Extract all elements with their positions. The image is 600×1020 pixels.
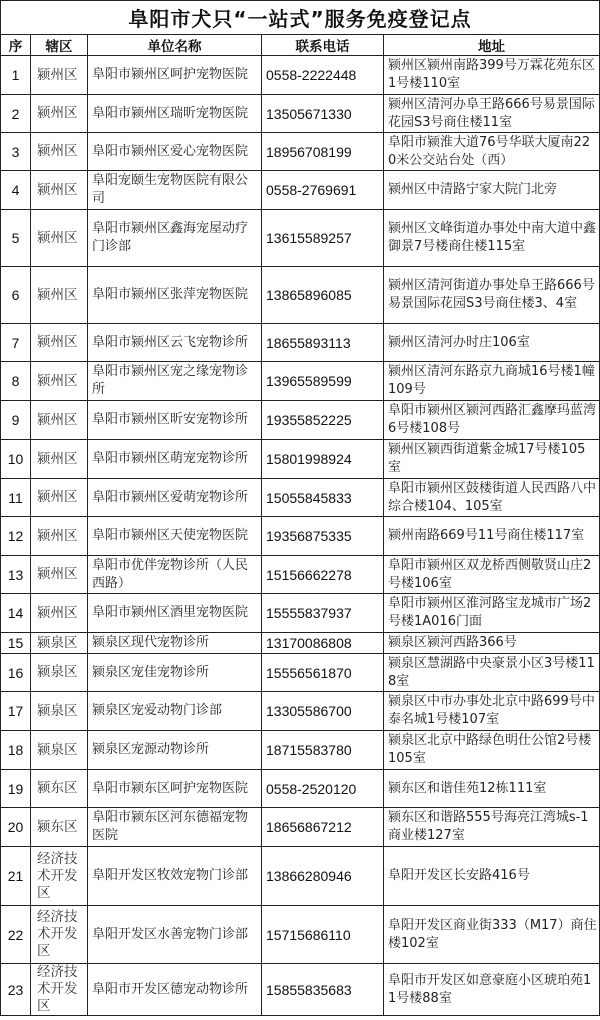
clinic-name-cell: 阜阳市颍州区爱心宠物医院 [88, 133, 262, 171]
district-cell: 颍州区 [31, 594, 88, 633]
address-cell: 颍州南路669号11号商住楼117室 [384, 517, 600, 556]
address-cell: 颍州区文峰街道办事处中南大道中鑫御景7号楼商住楼115室 [384, 210, 600, 267]
address-cell: 颍泉区颍河西路366号 [384, 633, 600, 654]
district-cell: 颍州区 [31, 171, 88, 210]
clinic-name-cell: 阜阳市优伴宠物诊所（人民西路） [88, 556, 262, 594]
clinic-name-cell: 阜阳市颍州区酒里宠物医院 [88, 594, 262, 633]
row-number: 14 [1, 594, 31, 633]
clinic-name-cell: 颍泉区现代宠物诊所 [88, 633, 262, 654]
row-number: 18 [1, 731, 31, 770]
address-cell: 颍州区中清路宁家大院门北旁 [384, 171, 600, 210]
row-number: 21 [1, 847, 31, 906]
table-row [1, 133, 600, 171]
phone-cell: 19355852225 [262, 401, 384, 440]
district-cell: 经济技术开发区 [31, 964, 88, 1016]
address-cell: 颍州区清河东路京九商城16号楼1幢109号 [384, 362, 600, 401]
phone-cell: 13170086808 [262, 633, 384, 654]
phone-cell: 13865896085 [262, 267, 384, 324]
table-row [1, 440, 600, 479]
table-row [1, 324, 600, 362]
address-cell: 颍州区清河街道办事处阜王路666号易景国际花园S3号商住楼3、4室 [384, 267, 600, 324]
phone-cell: 15156662278 [262, 556, 384, 594]
row-number: 1 [1, 56, 31, 95]
table-row [1, 731, 600, 770]
clinic-name-cell: 阜阳市颍州区瑞昕宠物医院 [88, 95, 262, 133]
table-row [1, 692, 600, 731]
address-cell: 颍东区和谐路555号海亮江湾城s-1商业楼127室 [384, 808, 600, 847]
row-number: 23 [1, 964, 31, 1016]
district-cell: 颍州区 [31, 133, 88, 171]
clinic-name-cell: 阜阳宠颐生宠物医院有限公司 [88, 171, 262, 210]
address-cell: 阜阳市开发区如意豪庭小区琥珀苑11号楼88室 [384, 964, 600, 1016]
row-number: 13 [1, 556, 31, 594]
row-number: 22 [1, 906, 31, 964]
clinic-name-cell: 颍泉区宠爱动物门诊部 [88, 692, 262, 731]
phone-cell: 18715583780 [262, 731, 384, 770]
clinic-name-cell: 阜阳市颍州区萌宠宠物诊所 [88, 440, 262, 479]
phone-cell: 13505671330 [262, 95, 384, 133]
table-row [1, 267, 600, 324]
table-row [1, 95, 600, 133]
table-row [1, 171, 600, 210]
phone-cell: 15715686110 [262, 906, 384, 964]
clinic-name-cell: 阜阳市颍州区爱萌宠物诊所 [88, 479, 262, 517]
phone-cell: 18656867212 [262, 808, 384, 847]
clinic-name-cell: 阜阳市颍州区张萍宠物医院 [88, 267, 262, 324]
row-number: 9 [1, 401, 31, 440]
address-cell: 阜阳开发区长安路416号 [384, 847, 600, 906]
address-cell: 阜阳市颍州区双龙桥西侧敬贤山庄2号楼106室 [384, 556, 600, 594]
row-number: 17 [1, 692, 31, 731]
clinic-name-cell: 阜阳市颍州区呵护宠物医院 [88, 56, 262, 95]
address-cell: 颍东区和谐佳苑12栋111室 [384, 770, 600, 808]
table-row [1, 906, 600, 964]
column-header-address: 地址 [384, 35, 600, 56]
table-row [1, 556, 600, 594]
clinic-name-cell: 阜阳市颍州区昕安宠物诊所 [88, 401, 262, 440]
address-cell: 颍州区清河办阜王路666号易景国际花园S3号商住楼11室 [384, 95, 600, 133]
clinic-name-cell: 颍泉区宠佳宠物诊所 [88, 654, 262, 692]
district-cell: 颍州区 [31, 324, 88, 362]
phone-cell: 15556561870 [262, 654, 384, 692]
table-row [1, 401, 600, 440]
table-row [1, 479, 600, 517]
column-header-phone: 联系电话 [262, 35, 384, 56]
district-cell: 颍州区 [31, 95, 88, 133]
district-cell: 颍州区 [31, 479, 88, 517]
district-cell: 颍州区 [31, 556, 88, 594]
clinic-name-cell: 阜阳市颍东区呵护宠物医院 [88, 770, 262, 808]
table-row [1, 517, 600, 556]
phone-cell: 15855835683 [262, 964, 384, 1016]
table-row [1, 594, 600, 633]
phone-cell: 0558-2222448 [262, 56, 384, 95]
row-number: 8 [1, 362, 31, 401]
column-header-district: 辖区 [31, 35, 88, 56]
district-cell: 颍泉区 [31, 654, 88, 692]
district-cell: 颍泉区 [31, 692, 88, 731]
table-row [1, 633, 600, 654]
district-cell: 颍州区 [31, 267, 88, 324]
row-number: 10 [1, 440, 31, 479]
phone-cell: 15555837937 [262, 594, 384, 633]
address-cell: 阜阳市颍州区鼓楼街道人民西路八中综合楼104、105室 [384, 479, 600, 517]
table-row [1, 56, 600, 95]
row-number: 19 [1, 770, 31, 808]
phone-cell: 13965589599 [262, 362, 384, 401]
address-cell: 阜阳市颍淮大道76号华联大厦南220米公交站台处（西） [384, 133, 600, 171]
phone-cell: 0558-2769691 [262, 171, 384, 210]
clinic-name-cell: 阜阳市颍州区天使宠物医院 [88, 517, 262, 556]
clinic-name-cell: 阜阳市开发区德宠动物诊所 [88, 964, 262, 1016]
address-cell: 颍州区颍州南路399号万霖花苑东区1号楼110室 [384, 56, 600, 95]
clinic-name-cell: 阜阳市颍州区鑫海宠屋动疗门诊部 [88, 210, 262, 267]
district-cell: 经济技术开发区 [31, 847, 88, 906]
column-header-name: 单位名称 [88, 35, 262, 56]
page-title: 阜阳市犬只“一站式”服务免疫登记点 [1, 1, 600, 35]
district-cell: 颍州区 [31, 210, 88, 267]
row-number: 3 [1, 133, 31, 171]
district-cell: 颍州区 [31, 362, 88, 401]
title-row [1, 1, 600, 35]
phone-cell: 18655893113 [262, 324, 384, 362]
row-number: 20 [1, 808, 31, 847]
phone-cell: 19356875335 [262, 517, 384, 556]
phone-cell: 13615589257 [262, 210, 384, 267]
header-row [1, 35, 600, 56]
district-cell: 颍州区 [31, 56, 88, 95]
table-row [1, 808, 600, 847]
address-cell: 阜阳市颍州区淮河路宝龙城市广场2号楼1A016门面 [384, 594, 600, 633]
district-cell: 颍东区 [31, 770, 88, 808]
clinic-name-cell: 阜阳市颍州区云飞宠物诊所 [88, 324, 262, 362]
table-row [1, 847, 600, 906]
row-number: 5 [1, 210, 31, 267]
address-cell: 颍泉区北京中路绿色明仕公馆2号楼105室 [384, 731, 600, 770]
district-cell: 颍州区 [31, 401, 88, 440]
table-row [1, 964, 600, 1016]
phone-cell: 15801998924 [262, 440, 384, 479]
row-number: 11 [1, 479, 31, 517]
clinic-name-cell: 阜阳开发区水善宠物门诊部 [88, 906, 262, 964]
phone-cell: 18956708199 [262, 133, 384, 171]
row-number: 7 [1, 324, 31, 362]
table-row [1, 770, 600, 808]
row-number: 4 [1, 171, 31, 210]
clinic-name-cell: 阜阳开发区牧效宠物门诊部 [88, 847, 262, 906]
row-number: 2 [1, 95, 31, 133]
table-row [1, 654, 600, 692]
phone-cell: 13866280946 [262, 847, 384, 906]
district-cell: 颍泉区 [31, 731, 88, 770]
address-cell: 颍泉区慧湖路中央豪景小区3号楼118室 [384, 654, 600, 692]
table-row [1, 210, 600, 267]
district-cell: 颍州区 [31, 517, 88, 556]
clinic-name-cell: 颍泉区宠源动物诊所 [88, 731, 262, 770]
address-cell: 阜阳市颍州区颍河西路汇鑫摩玛蓝湾6号楼108号 [384, 401, 600, 440]
phone-cell: 13305586700 [262, 692, 384, 731]
address-cell: 颍州区颍西街道紫金城17号楼105室 [384, 440, 600, 479]
clinic-name-cell: 阜阳市颍州区宠之缘宠物诊所 [88, 362, 262, 401]
row-number: 16 [1, 654, 31, 692]
column-header-no: 序 [1, 35, 31, 56]
address-cell: 阜阳开发区商业街333（M17）商住楼102室 [384, 906, 600, 964]
district-cell: 颍东区 [31, 808, 88, 847]
district-cell: 颍泉区 [31, 633, 88, 654]
row-number: 6 [1, 267, 31, 324]
district-cell: 颍州区 [31, 440, 88, 479]
row-number: 12 [1, 517, 31, 556]
district-cell: 经济技术开发区 [31, 906, 88, 964]
phone-cell: 15055845833 [262, 479, 384, 517]
address-cell: 颍泉区中市办事处北京中路699号中泰名城1号楼107室 [384, 692, 600, 731]
address-cell: 颍州区清河办时庄106室 [384, 324, 600, 362]
table-body [1, 56, 600, 1016]
clinic-name-cell: 阜阳市颍东区河东德福宠物医院 [88, 808, 262, 847]
row-number: 15 [1, 633, 31, 654]
table-row [1, 362, 600, 401]
phone-cell: 0558-2520120 [262, 770, 384, 808]
